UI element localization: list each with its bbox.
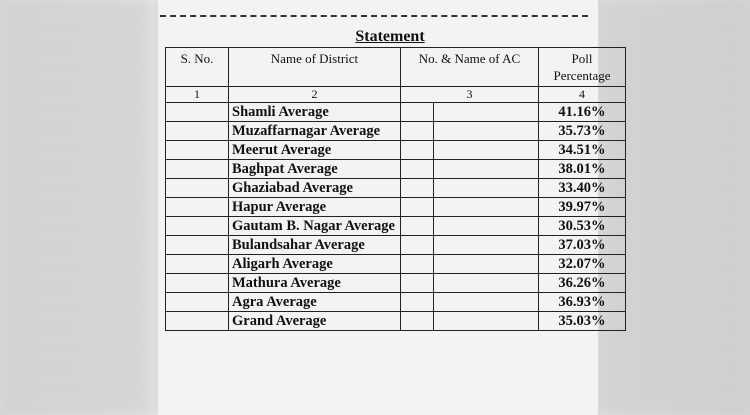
district-cell <box>229 179 401 198</box>
table-row <box>166 255 626 274</box>
poll-percentage-cell: 39.97% <box>538 198 625 217</box>
ac-number-cell <box>400 293 433 312</box>
ac-name-cell <box>433 274 538 293</box>
district-cell <box>229 141 401 160</box>
ac-number-cell <box>400 255 433 274</box>
ac-number-cell <box>400 141 433 160</box>
district-name: Grand Average <box>232 312 327 329</box>
ac-number-cell <box>400 122 433 141</box>
ac-name-cell <box>433 293 538 312</box>
s-no-cell <box>166 312 229 331</box>
district-name: Ghaziabad Average <box>232 179 353 196</box>
table-row <box>166 160 626 179</box>
district-name: Mathura Average <box>232 274 341 291</box>
poll-percentage-cell: 33.40% <box>538 179 625 198</box>
s-no-cell <box>166 255 229 274</box>
district-name: Bulandsahar Average <box>232 236 365 253</box>
ac-number-cell <box>400 312 433 331</box>
s-no-cell <box>166 274 229 293</box>
blurred-background-left <box>0 0 150 415</box>
district-cell <box>229 293 401 312</box>
district-name: Baghpat Average <box>232 160 338 177</box>
s-no-cell <box>166 122 229 141</box>
ac-number-cell <box>400 236 433 255</box>
table-header-row <box>166 48 626 87</box>
ac-number-cell <box>400 103 433 122</box>
poll-percentage-cell: 36.26% <box>538 274 625 293</box>
table-row <box>166 122 626 141</box>
statement-title: Statement <box>355 28 425 45</box>
district-name: Shamli Average <box>232 103 329 120</box>
ac-name-cell <box>433 179 538 198</box>
poll-percentage-cell: 34.51% <box>538 141 625 160</box>
poll-percentage-cell: 37.03% <box>538 236 625 255</box>
table-row <box>166 103 626 122</box>
ac-number-cell <box>400 160 433 179</box>
s-no-cell <box>166 141 229 160</box>
ac-name-cell <box>433 122 538 141</box>
header-ac: No. & Name of AC <box>400 48 538 87</box>
s-no-cell <box>166 198 229 217</box>
district-cell <box>229 312 401 331</box>
s-no-cell <box>166 293 229 312</box>
ac-number-cell <box>400 198 433 217</box>
s-no-cell <box>166 179 229 198</box>
table-row <box>166 274 626 293</box>
s-no-cell <box>166 103 229 122</box>
poll-percentage-cell: 32.07% <box>538 255 625 274</box>
ac-name-cell <box>433 217 538 236</box>
poll-percentage-cell: 36.93% <box>538 293 625 312</box>
table-row <box>166 236 626 255</box>
district-cell <box>229 160 401 179</box>
ac-name-cell <box>433 236 538 255</box>
ac-name-cell <box>433 141 538 160</box>
district-cell <box>229 198 401 217</box>
district-name: Hapur Average <box>232 198 327 215</box>
district-cell <box>229 103 401 122</box>
table-body <box>166 87 626 331</box>
ac-number-cell <box>400 274 433 293</box>
district-name: Gautam B. Nagar Average <box>232 217 395 234</box>
ac-name-cell <box>433 312 538 331</box>
s-no-cell <box>166 160 229 179</box>
ac-name-cell <box>433 255 538 274</box>
ac-number-cell <box>400 179 433 198</box>
header-s-no: S. No. <box>166 48 229 87</box>
poll-percentage-cell: 30.53% <box>538 217 625 236</box>
header-poll: Poll Percentage <box>538 48 625 87</box>
district-name: Muzaffarnagar Average <box>232 122 381 139</box>
poll-percentage-cell: 35.03% <box>538 312 625 331</box>
poll-percentage-cell: 38.01% <box>538 160 625 179</box>
ac-name-cell <box>433 198 538 217</box>
district-name: Aligarh Average <box>232 255 333 272</box>
district-cell <box>229 274 401 293</box>
district-cell <box>229 255 401 274</box>
header-district: Name of District <box>229 48 401 87</box>
table-row <box>166 141 626 160</box>
column-number: 3 <box>400 87 538 103</box>
column-number: 2 <box>229 87 401 103</box>
column-number-row <box>166 87 626 103</box>
ac-name-cell <box>433 160 538 179</box>
table-row <box>166 179 626 198</box>
table-row <box>166 293 626 312</box>
s-no-cell <box>166 236 229 255</box>
poll-percentage-table <box>165 47 626 331</box>
dashed-divider <box>160 15 588 17</box>
district-cell <box>229 217 401 236</box>
ac-number-cell <box>400 217 433 236</box>
table-row <box>166 217 626 236</box>
district-cell <box>229 122 401 141</box>
column-number: 4 <box>538 87 625 103</box>
table-row <box>166 198 626 217</box>
district-cell <box>229 236 401 255</box>
table-row <box>166 312 626 331</box>
district-name: Agra Average <box>232 293 317 310</box>
column-number: 1 <box>166 87 229 103</box>
poll-percentage-cell: 41.16% <box>538 103 625 122</box>
ac-name-cell <box>433 103 538 122</box>
poll-percentage-cell: 35.73% <box>538 122 625 141</box>
district-name: Meerut Average <box>232 141 332 158</box>
s-no-cell <box>166 217 229 236</box>
